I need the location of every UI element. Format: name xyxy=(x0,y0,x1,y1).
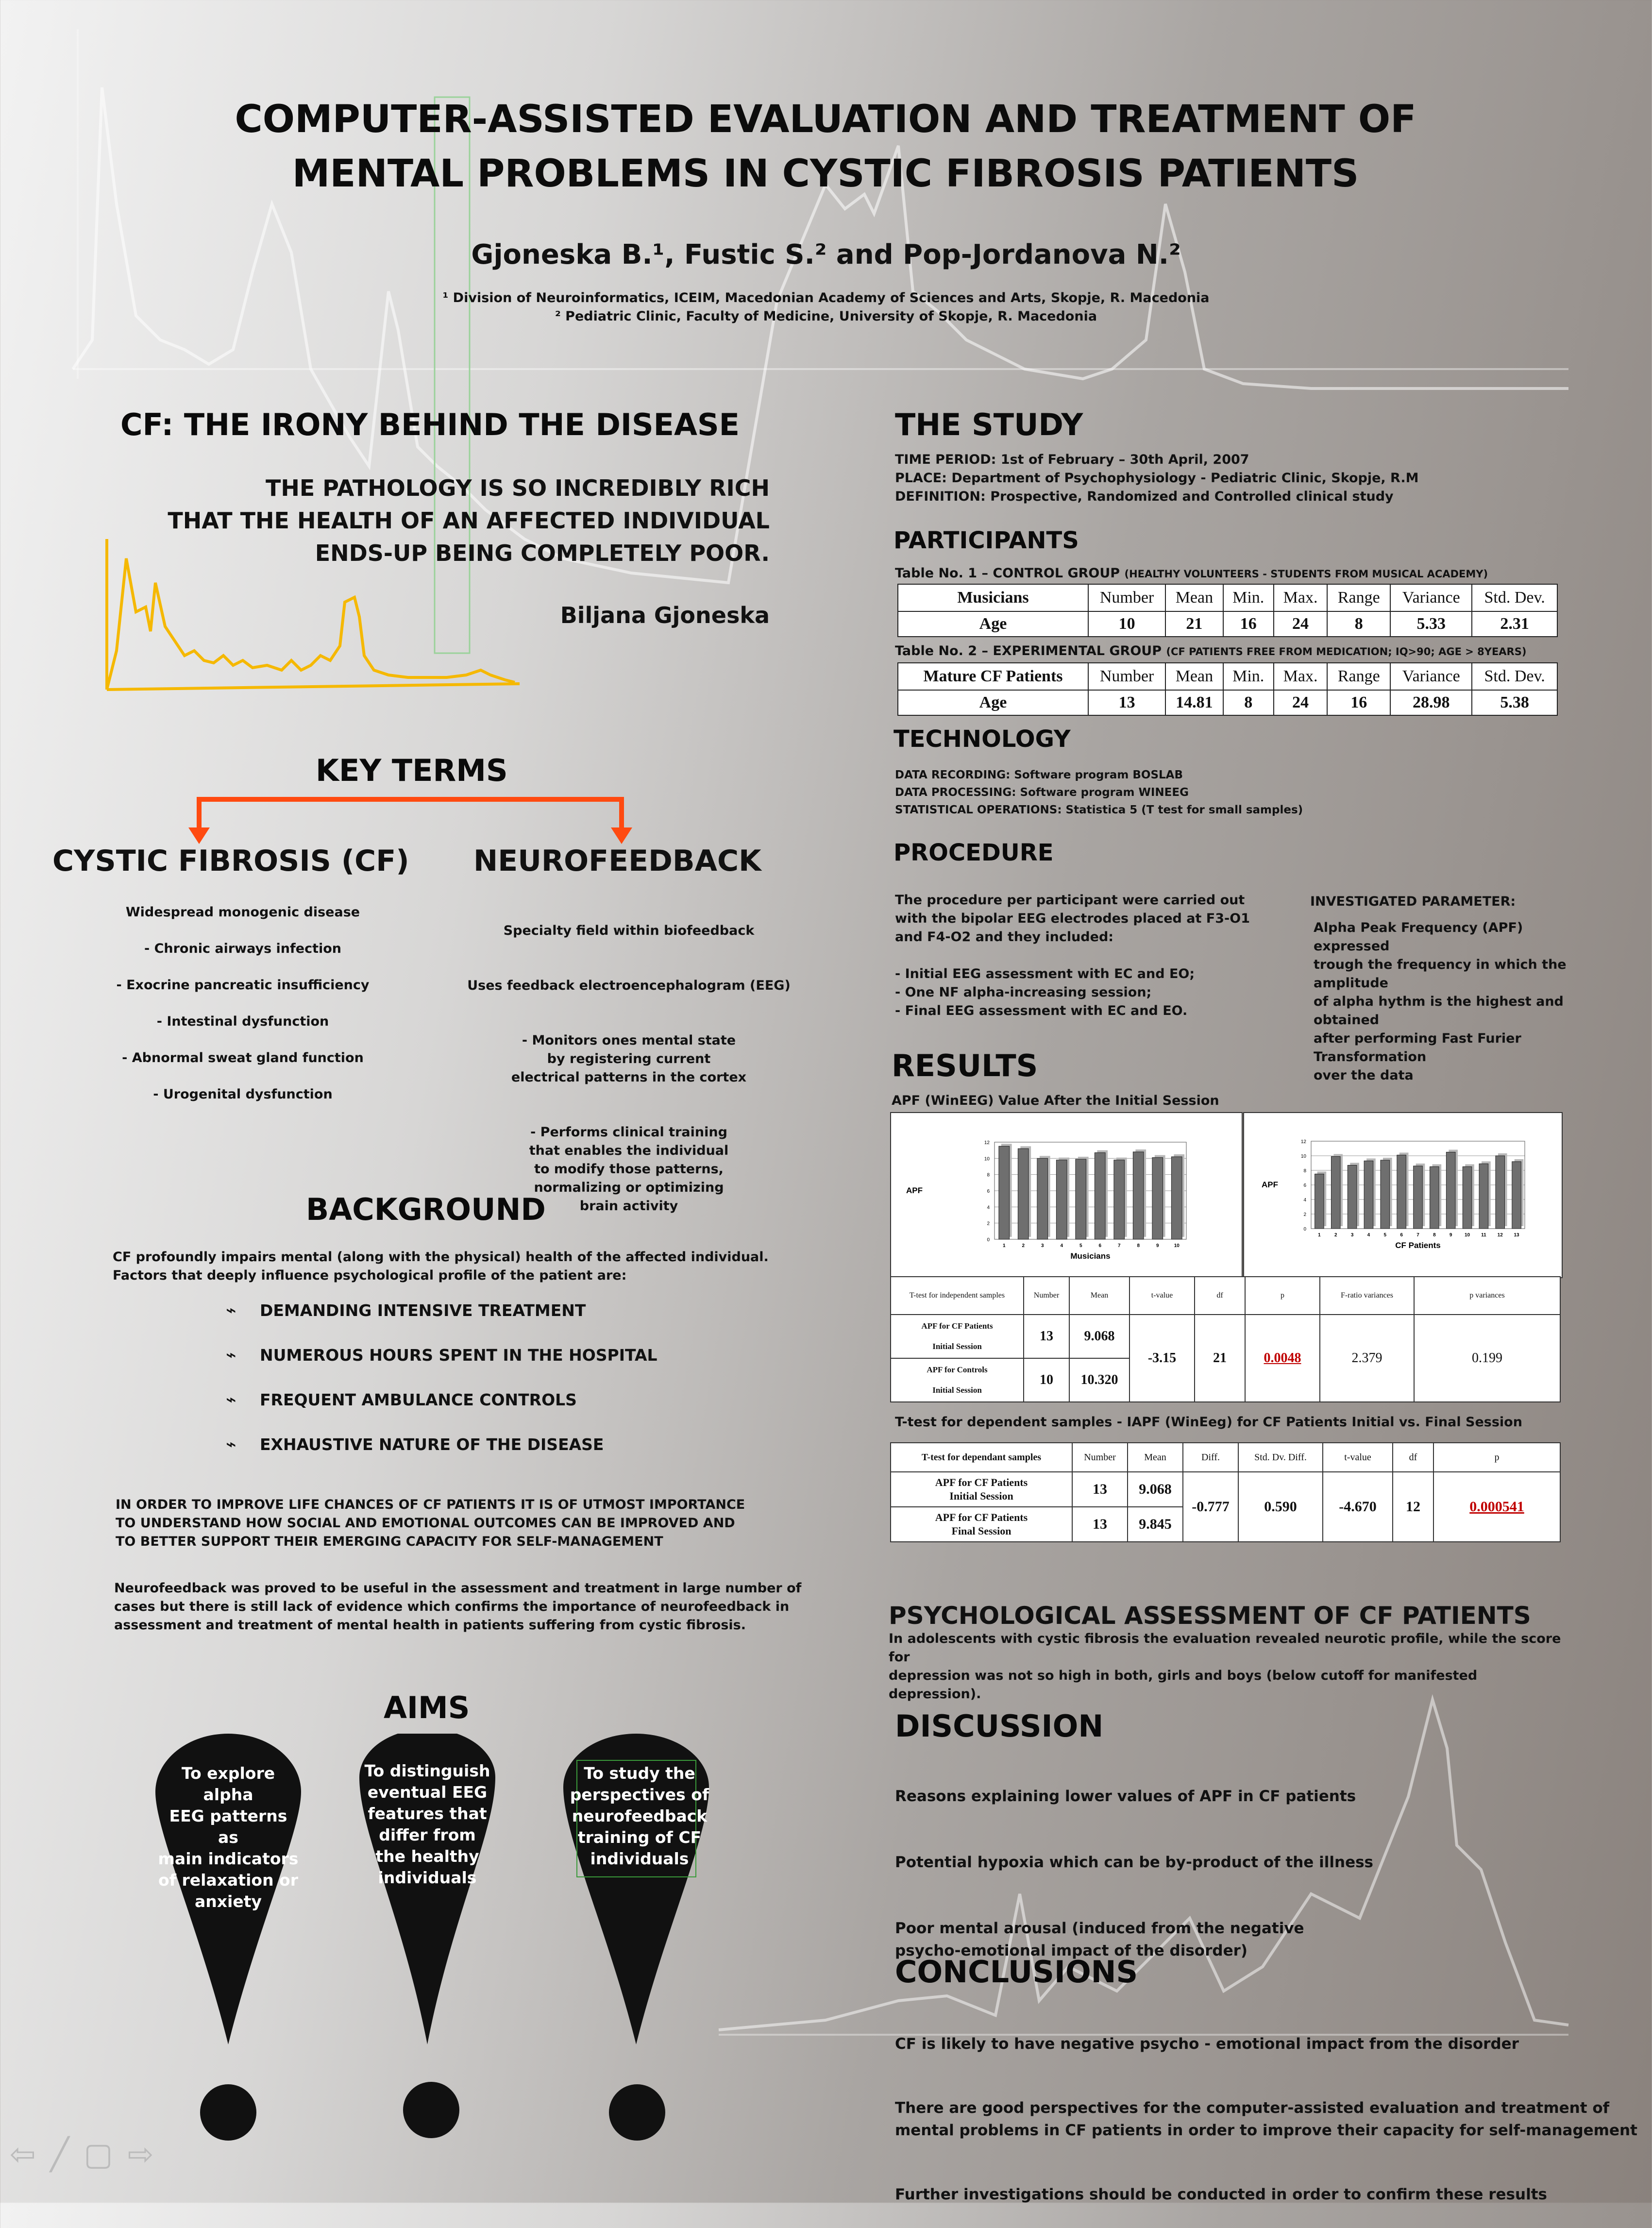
bar xyxy=(1018,1148,1028,1239)
dependent-ttest-table: T-test for dependant samples Number Mean Diff. Std. Dv. Diff. t-value df p APF for CF Patients Initial Session 13 9.068 -0.777 0.590 -4.670 12 0.000541 APF for CF Patients Final Session 13 9.845 xyxy=(890,1442,1561,1542)
list-item: ⌁ EXHAUSTIVE NATURE OF THE DISEASE xyxy=(226,1434,604,1454)
aim-3: To study the perspectives of neurofeedback training of CF individuals xyxy=(570,1764,709,1868)
y-axis-label: APF xyxy=(1262,1180,1278,1189)
y-tick-label: 0 xyxy=(1303,1227,1306,1232)
x-tick-label: 5 xyxy=(1079,1243,1082,1249)
list-item: Reasons explaining lower values of APF in CF patients xyxy=(895,1788,1356,1805)
bar xyxy=(1446,1152,1455,1229)
psych-text: In adolescents with cystic fibrosis the evaluation revealed neurotic profile, while the score for depression was not so high in both, girls and boys (below cutoff for manifested depression). xyxy=(889,1631,1561,1702)
y-axis-label: APF xyxy=(906,1186,923,1195)
bar xyxy=(1114,1160,1125,1239)
cf-heading: CYSTIC FIBROSIS (CF) xyxy=(52,844,409,878)
factor-list xyxy=(226,1288,711,1467)
list-item: ⌁ NUMEROUS HOURS SPENT IN THE HOSPITAL xyxy=(226,1345,657,1365)
bar xyxy=(1496,1156,1505,1229)
x-tick-label: 9 xyxy=(1449,1232,1452,1238)
y-tick-label: 10 xyxy=(1300,1154,1306,1159)
list-item: ⌁ FREQUENT AMBULANCE CONTROLS xyxy=(226,1389,577,1410)
x-tick-label: 8 xyxy=(1137,1243,1140,1249)
y-tick-label: 6 xyxy=(987,1189,990,1194)
square-icon[interactable]: ▢ xyxy=(84,2137,113,2173)
affiliation-1: ¹ Division of Neuroinformatics, ICEIM, Macedonian Academy of Sciences and Arts, Skopje, R. Macedonia xyxy=(442,290,1210,305)
independent-ttest-table: T-test for independent samples Number Mean t-value df p F-ratio variances p variances APF for CF Patients Initial Session 13 9.068 -3.15 21 0.0048 2.379 0.199 APF for Controls Initial Session 10 10.320 xyxy=(890,1276,1561,1402)
x-tick-label: 1 xyxy=(1002,1243,1006,1249)
arrow-left-icon[interactable]: ⇦ xyxy=(10,2137,36,2173)
control-group-table: Musicians Number Mean Min. Max. Range Variance Std. Dev. Age 10 21 16 24 8 5.33 2.31 xyxy=(897,584,1558,637)
key-terms-heading: KEY TERMS xyxy=(316,753,508,788)
x-tick-label: 7 xyxy=(1117,1243,1121,1249)
list-item: Widespread monogenic disease xyxy=(125,905,360,920)
bar xyxy=(1430,1167,1439,1229)
bar xyxy=(1095,1153,1105,1239)
importance-text: IN ORDER TO IMPROVE LIFE CHANCES OF CF PATIENTS IT IS OF UTMOST IMPORTANCE TO UNDERSTAND HOW SOCIAL AND EMOTIONAL OUTCOMES CAN BE IMPROVED AND TO BETTER SUPPORT THEIR EMERGING CAPACITY FOR SELF-MANAGEMENT xyxy=(116,1497,745,1549)
aims-heading: AIMS xyxy=(384,1690,470,1725)
bar xyxy=(1364,1161,1373,1229)
technology-details: DATA RECORDING: Software program BOSLAB DATA PROCESSING: Software program WINEEG STATISTICAL OPERATIONS: Statistica 5 (T test for small samples) xyxy=(895,769,1303,816)
discussion-list xyxy=(895,1763,1575,1984)
bar xyxy=(1076,1159,1086,1239)
y-tick-label: 2 xyxy=(1303,1212,1306,1217)
poster-title: COMPUTER-ASSISTED EVALUATION AND TREATMENT OF MENTAL PROBLEMS IN CYSTIC FIBROSIS PATIENTS xyxy=(235,98,1416,196)
x-tick-label: 12 xyxy=(1497,1232,1503,1238)
y-tick-label: 4 xyxy=(1303,1198,1306,1203)
x-tick-label: 2 xyxy=(1334,1232,1337,1238)
conclusions-list xyxy=(895,2010,1643,2228)
table2-caption: Table No. 2 – EXPERIMENTAL GROUP (CF PATIENTS FREE FROM MEDICATION; IQ>90; AGE > 8YEARS) xyxy=(895,643,1527,658)
x-tick-label: 6 xyxy=(1400,1232,1403,1238)
list-item: - Abnormal sweat gland function xyxy=(122,1050,364,1065)
list-item: Potential hypoxia which can be by-product of the illness xyxy=(895,1854,1373,1871)
list-item: CF is likely to have negative psycho - emotional impact from the disorder xyxy=(895,2035,1519,2053)
bar xyxy=(1479,1164,1488,1229)
eeg-wave-graphic xyxy=(97,529,524,694)
bar xyxy=(1397,1155,1406,1229)
x-tick-label: 6 xyxy=(1098,1243,1102,1249)
y-tick-label: 4 xyxy=(987,1205,990,1211)
lightning-bullet-icon: ⌁ xyxy=(226,1434,236,1454)
list-item: Further investigations should be conducted in order to confirm these results xyxy=(895,2186,1547,2203)
list-item: - Intestinal dysfunction xyxy=(156,1014,329,1029)
list-item: Poor mental arousal (induced from the negative psycho-emotional impact of the disorder) xyxy=(895,1920,1304,1959)
parameter-text: Alpha Peak Frequency (APF) expressed trough the frequency in which the amplitude of alpha hythm is the highest and obtained after performing Fast Furier Transformation over the data xyxy=(1314,920,1567,1083)
irony-quote: THE PATHOLOGY IS SO INCREDIBLY RICH THAT THE HEALTH OF AN AFFECTED INDIVIDUAL ENDS-UP BEING COMPLETELY POOR. xyxy=(168,475,770,566)
x-tick-label: 7 xyxy=(1416,1232,1419,1238)
aim-2: To distinguish eventual EEG features that differ from the healthy individuals xyxy=(364,1761,490,1887)
experimental-group-table: Mature CF Patients Number Mean Min. Max. Range Variance Std. Dev. Age 13 14.81 8 24 16 28.98 5.38 xyxy=(897,662,1558,716)
results-chart-caption: APF (WinEEG) Value After the Initial Session xyxy=(892,1093,1219,1108)
y-tick-label: 2 xyxy=(987,1221,990,1227)
authors: Gjoneska B.¹, Fustic S.² and Pop-Jordanova N.² xyxy=(471,239,1181,270)
lightning-bullet-icon: ⌁ xyxy=(226,1389,236,1410)
x-tick-label: 3 xyxy=(1350,1232,1354,1238)
x-tick-label: 10 xyxy=(1174,1243,1180,1249)
y-tick-label: 8 xyxy=(987,1172,990,1178)
bar xyxy=(1463,1167,1472,1229)
bar xyxy=(1348,1165,1357,1229)
x-tick-label: 9 xyxy=(1156,1243,1159,1249)
x-tick-label: 4 xyxy=(1060,1243,1063,1249)
y-tick-label: 12 xyxy=(1300,1139,1306,1145)
key-terms-arrows xyxy=(185,787,641,845)
quote-author: Biljana Gjoneska xyxy=(560,602,770,628)
y-tick-label: 10 xyxy=(984,1156,990,1162)
x-tick-label: 10 xyxy=(1464,1232,1470,1238)
list-item: ⌁ DEMANDING INTENSIVE TREATMENT xyxy=(226,1300,586,1320)
table1-caption: Table No. 1 – CONTROL GROUP (HEALTHY VOLUNTEERS - STUDENTS FROM MUSICAL ACADEMY) xyxy=(895,566,1488,581)
y-tick-label: 12 xyxy=(984,1140,990,1146)
x-tick-label: 5 xyxy=(1383,1232,1387,1238)
procedure-heading: PROCEDURE xyxy=(893,839,1054,866)
bar xyxy=(999,1146,1010,1239)
bar xyxy=(1056,1160,1067,1239)
x-tick-label: 4 xyxy=(1367,1232,1370,1238)
list-item: Specialty field within biofeedback xyxy=(503,923,755,938)
conclusions-heading: CONCLUSIONS xyxy=(895,1954,1138,1990)
apf-chart-cf-patients xyxy=(1243,1112,1561,1276)
list-item: - Urogenital dysfunction xyxy=(153,1087,333,1102)
y-tick-label: 0 xyxy=(987,1237,990,1243)
list-item: - Chronic airways infection xyxy=(144,941,342,956)
bar xyxy=(1381,1160,1390,1229)
study-heading: THE STUDY xyxy=(895,407,1083,442)
x-axis-label: CF Patients xyxy=(1395,1241,1441,1250)
x-tick-label: 8 xyxy=(1433,1232,1436,1238)
study-details: TIME PERIOD: 1st of February – 30th April, 2007 PLACE: Department of Psychophysiology - Pediatric Clinic, Skopje, R.M DEFINITION: Prospective, Randomized and Controlled clinical study xyxy=(895,452,1419,504)
bar xyxy=(1171,1157,1182,1239)
bar xyxy=(1331,1157,1340,1229)
list-item: There are good perspectives for the computer-assisted evaluation and treatment of mental problems in CF patients in order to improve their capacity for self-management xyxy=(895,2099,1637,2139)
bar xyxy=(1152,1158,1163,1239)
y-tick-label: 6 xyxy=(1303,1183,1306,1188)
list-item: - Exocrine pancreatic insufficiency xyxy=(116,978,370,993)
bar xyxy=(1414,1166,1423,1229)
presentation-nav xyxy=(10,2137,168,2173)
cf-term-list xyxy=(73,903,413,1122)
procedure-text: The procedure per participant were carried out with the bipolar EEG electrodes placed at F3-O1 and F4-O2 and they included: - Initial EEG assessment with EC and EO; - One NF alpha-increasing session; - Final EEG assessment with EC and EO. xyxy=(895,893,1250,1018)
neurofeedback-text: Neurofeedback was proved to be useful in the assessment and treatment in large number of cases but there is still lack of evidence which confirms the importance of neurofeedback in assessment and treatment of mental health in patients suffering from cystic fibrosis. xyxy=(114,1581,802,1633)
results-heading: RESULTS xyxy=(892,1048,1038,1083)
x-axis-label: Musicians xyxy=(1070,1251,1111,1261)
discussion-heading: DISCUSSION xyxy=(895,1708,1104,1744)
y-tick-label: 8 xyxy=(1303,1168,1306,1174)
background-intro: CF profoundly impairs mental (along with the physical) health of the affected individual. Factors that deeply influence psychological profile of the patient are: xyxy=(113,1249,769,1283)
list-item: - Monitors ones mental state by registering current electrical patterns in the cortex xyxy=(511,1033,747,1085)
lightning-bullet-icon: ⌁ xyxy=(226,1300,236,1320)
dependent-ttest-caption: T-test for dependent samples - IAPF (WinEeg) for CF Patients Initial vs. Final Session xyxy=(895,1415,1522,1430)
parameter-heading: INVESTIGATED PARAMETER: xyxy=(1310,894,1516,909)
lightning-bullet-icon: ⌁ xyxy=(226,1345,236,1365)
x-tick-label: 11 xyxy=(1481,1232,1486,1238)
bar xyxy=(1315,1174,1324,1229)
x-tick-label: 3 xyxy=(1041,1243,1044,1249)
affiliation-2: ² Pediatric Clinic, Faculty of Medicine, University of Skopje, R. Macedonia xyxy=(555,309,1097,324)
x-tick-label: 1 xyxy=(1318,1232,1321,1238)
pen-icon[interactable]: ╱ xyxy=(50,2137,69,2173)
bar xyxy=(1133,1152,1144,1239)
bar xyxy=(1037,1158,1048,1239)
background-heading: BACKGROUND xyxy=(306,1192,546,1227)
participants-heading: PARTICIPANTS xyxy=(893,527,1079,554)
arrow-right-icon[interactable]: ⇨ xyxy=(127,2137,154,2173)
list-item: Uses feedback electroencephalogram (EEG) xyxy=(467,978,791,993)
aim-1: To explore alpha EEG patterns as main indicators of relaxation or anxiety xyxy=(158,1764,299,1911)
x-tick-label: 13 xyxy=(1514,1232,1519,1238)
neurofeedback-heading: NEUROFEEDBACK xyxy=(473,844,761,878)
bar xyxy=(1512,1162,1521,1229)
x-tick-label: 2 xyxy=(1022,1243,1025,1249)
technology-heading: TECHNOLOGY xyxy=(893,726,1071,753)
psych-heading: PSYCHOLOGICAL ASSESSMENT OF CF PATIENTS xyxy=(889,1602,1531,1630)
list-item: - Performs clinical training that enables the individual to modify those patterns, normalizing or optimizing brain activity xyxy=(529,1125,729,1214)
apf-chart-musicians xyxy=(890,1112,1241,1276)
irony-heading: CF: THE IRONY BEHIND THE DISEASE xyxy=(120,407,740,442)
